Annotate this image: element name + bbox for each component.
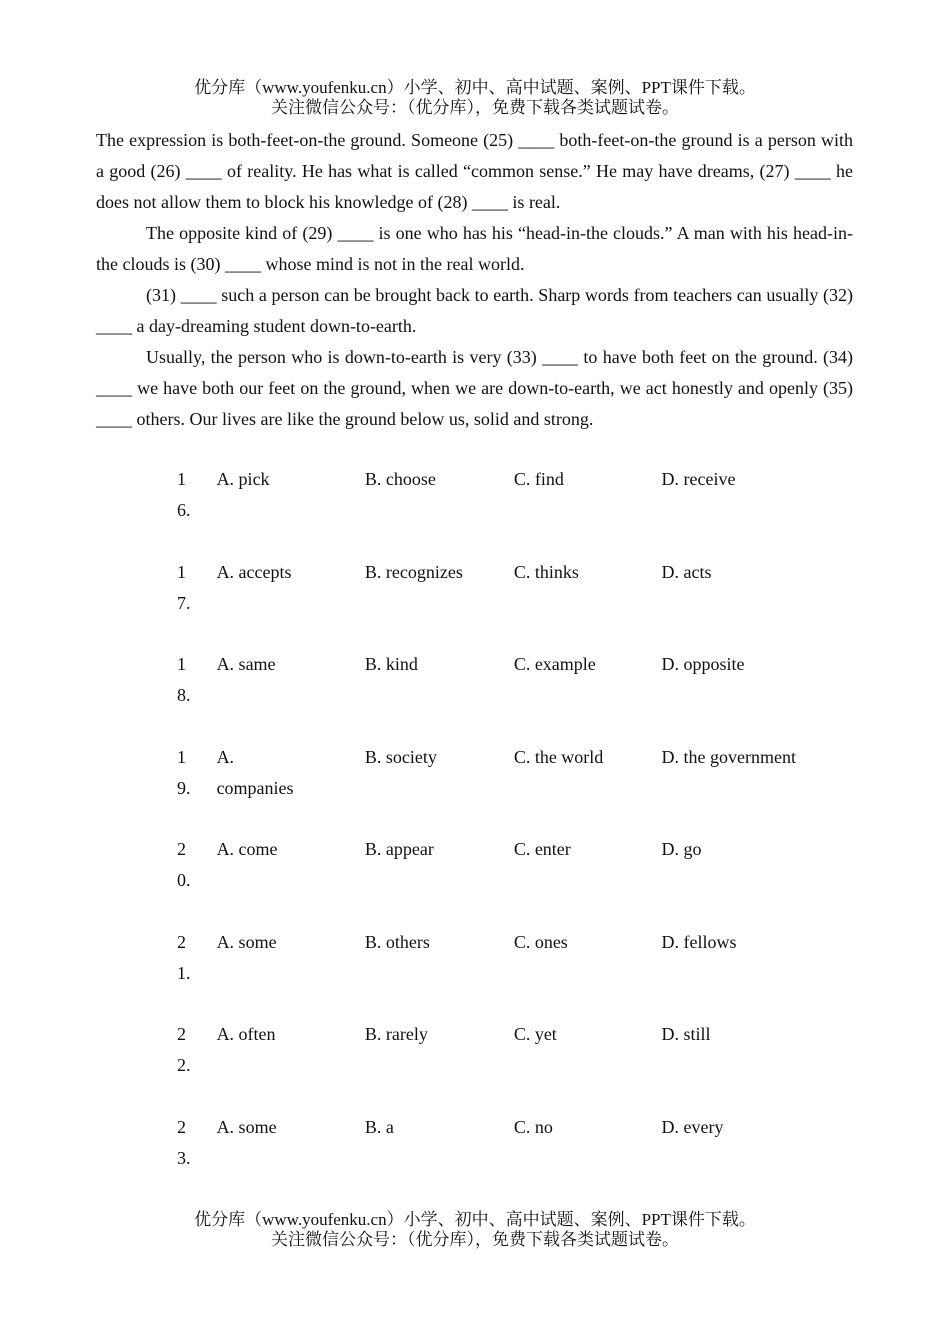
question-number: 22.	[177, 1024, 191, 1075]
question-row-21	[175, 927, 815, 1020]
option-b: B. choose	[364, 469, 436, 489]
passage-paragraph-1: The expression is both-feet-on-the ground. Someone (25) ____ both-feet-on-the ground is a person with a good (26) ____ of reality. He has what is called “common sense.” He may have dreams, (27) ____ he does not allow them to block his knowledge of (28) ____ is real.	[96, 130, 853, 212]
option-c: C. yet	[513, 1024, 557, 1044]
cloze-passage	[96, 125, 853, 435]
option-d: D. fellows	[661, 931, 737, 952]
question-row-19	[175, 742, 815, 835]
question-row-17	[175, 557, 815, 650]
option-a: A. some	[216, 1116, 277, 1137]
option-b: B. rarely	[364, 1024, 428, 1044]
question-number: 23.	[177, 1116, 191, 1168]
passage-paragraph-4: Usually, the person who is down-to-earth is very (33) ____ to have both feet on the ground. (34) ____ we have both our feet on the ground, when we are down-to-earth, we act honestly and openly (35) ____ others. Our lives are like the ground below us, solid and strong.	[96, 347, 853, 429]
option-d: D. every	[661, 1116, 724, 1137]
options-table	[175, 464, 815, 1204]
question-row-22	[175, 1019, 815, 1112]
option-c: C. thinks	[513, 561, 579, 582]
question-number: 19.	[177, 746, 191, 798]
option-b: B. kind	[364, 654, 418, 674]
question-row-20	[175, 834, 815, 927]
option-d: D. go	[661, 839, 702, 859]
footer-line-2: 关注微信公众号：（优分库），免费下载各类试题试卷。	[271, 1230, 679, 1249]
footer-line-1: 优分库（www.youfenku.cn）小学、初中、高中试题、案例、PPT课件下载。	[194, 1210, 756, 1229]
option-b: B. society	[364, 746, 437, 767]
option-c: C. enter	[513, 839, 571, 859]
header-line-1: 优分库（www.youfenku.cn）小学、初中、高中试题、案例、PPT课件下载。	[194, 78, 756, 97]
question-number: 20.	[177, 839, 191, 890]
option-d: D. opposite	[661, 654, 745, 674]
page-header	[0, 78, 950, 118]
option-a	[217, 742, 365, 835]
option-a: A. pick	[216, 469, 270, 489]
question-number: 18.	[177, 654, 191, 705]
page-footer	[0, 1210, 950, 1250]
option-d-text: D. the government	[661, 746, 796, 767]
option-c: C. the world	[513, 746, 604, 767]
option-c: C. ones	[513, 931, 568, 952]
option-d: D. receive	[661, 469, 736, 489]
option-a: A. same	[216, 654, 276, 674]
question-row-18	[175, 649, 815, 742]
question-number: 16.	[177, 469, 191, 520]
option-b: B. recognizes	[364, 561, 463, 582]
option-a: A. often	[216, 1024, 276, 1044]
option-c: C. find	[513, 469, 564, 489]
option-b: B. a	[364, 1116, 394, 1137]
question-number: 17.	[177, 561, 191, 613]
passage-paragraph-3: (31) ____ such a person can be brought back to earth. Sharp words from teachers can usually (32) ____ a day-dreaming student down-to-earth.	[96, 285, 853, 336]
option-c: C. example	[513, 654, 596, 674]
option-a: A. some	[216, 931, 277, 952]
option-d	[662, 742, 816, 835]
option-c: C. no	[513, 1116, 553, 1137]
question-row-16	[175, 464, 815, 557]
option-b: B. appear	[364, 839, 434, 859]
option-b: B. others	[364, 931, 430, 952]
option-d: D. acts	[661, 561, 712, 582]
option-a: A. accepts	[216, 561, 292, 582]
passage-paragraph-2: The opposite kind of (29) ____ is one who has his “head-in-the clouds.” A man with his head-in-the clouds is (30) ____ whose mind is not in the real world.	[96, 223, 853, 274]
option-a: A. come	[216, 839, 278, 859]
header-line-2: 关注微信公众号：（优分库），免费下载各类试题试卷。	[271, 98, 679, 117]
question-row-23	[175, 1112, 815, 1205]
option-d: D. still	[661, 1024, 711, 1044]
option-a-text: A. companies	[216, 746, 294, 798]
question-number: 21.	[177, 931, 191, 983]
